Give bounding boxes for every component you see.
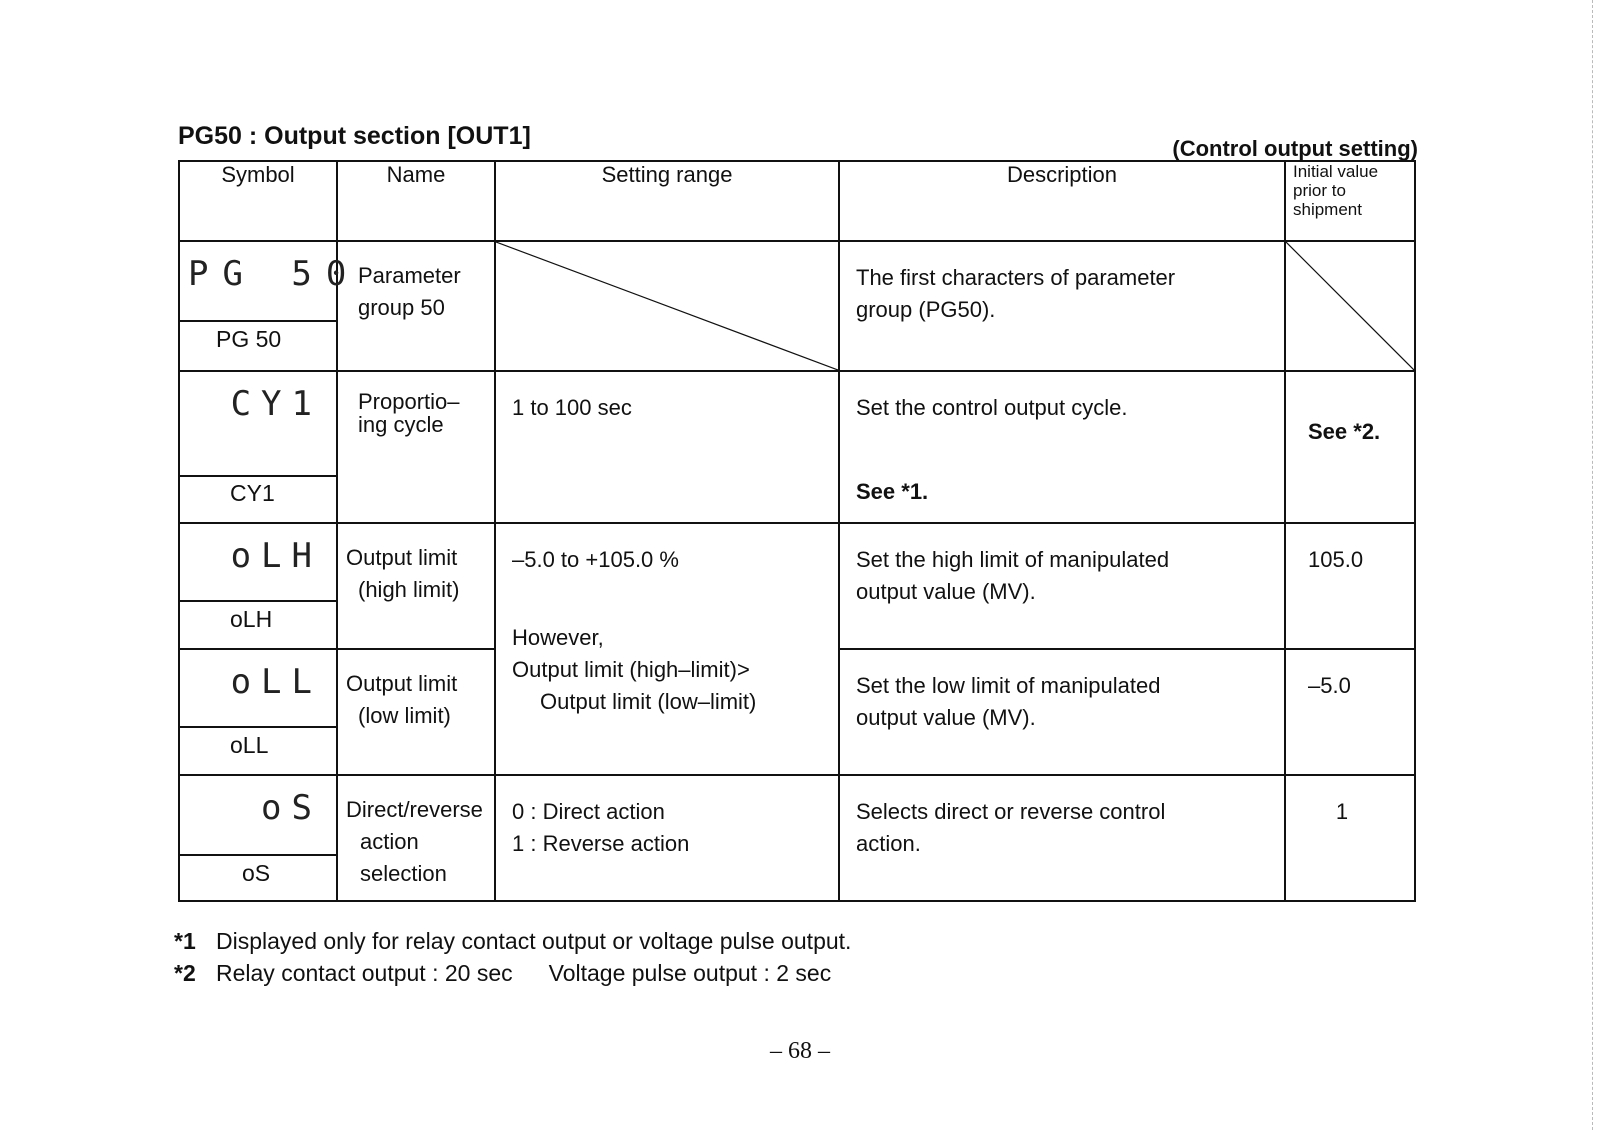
setting-range-cell	[495, 523, 839, 775]
footnote-text: Displayed only for relay contact output or voltage pulse output.	[216, 928, 852, 954]
description-note: See *1.	[856, 479, 929, 504]
name-line: Output limit	[346, 545, 458, 570]
initial-value: 1	[1335, 799, 1349, 824]
symbol-text: PG 50	[216, 326, 282, 352]
symbol-cell	[179, 649, 337, 775]
setting-range-empty-cell	[495, 241, 839, 371]
setting-range-cell	[495, 371, 839, 523]
table-row	[179, 241, 1415, 371]
name-line: (high limit)	[358, 577, 460, 602]
footnote-text: Voltage pulse output : 2 sec	[548, 960, 832, 986]
name-line: Parameter	[358, 263, 461, 288]
name-cell	[337, 649, 495, 775]
symbol-text: CY1	[230, 480, 275, 506]
description-cell	[839, 523, 1285, 649]
symbol-cell	[179, 371, 337, 523]
initial-value: See *2.	[1308, 419, 1381, 444]
setting-range-line: Output limit (low–limit)	[540, 689, 757, 714]
footnote-mark: *2	[174, 960, 196, 986]
initial-value-cell	[1285, 775, 1415, 901]
table-row	[179, 371, 1415, 523]
name-line: (low limit)	[358, 703, 451, 728]
section-title: PG50 : Output section [OUT1]	[178, 122, 531, 150]
name-line: action	[360, 829, 419, 854]
setting-range-line: –5.0 to +105.0 %	[512, 547, 679, 572]
description-line: Set the high limit of manipulated	[856, 547, 1170, 572]
segment-display: oLH	[230, 536, 322, 576]
description-line: action.	[856, 831, 921, 856]
col-header-setting-range: Setting range	[495, 161, 839, 241]
segment-display: CY1	[230, 384, 322, 424]
footnote	[174, 957, 851, 989]
col-header-description: Description	[839, 161, 1285, 241]
description-line: Set the control output cycle.	[856, 395, 1128, 420]
symbol-cell	[179, 523, 337, 649]
initial-value-cell	[1285, 649, 1415, 775]
symbol-cell	[179, 775, 337, 901]
initial-value-cell	[1285, 371, 1415, 523]
footnotes	[174, 925, 851, 989]
setting-range-line: However,	[512, 625, 604, 650]
col-header-initial-line-1: Initial value	[1293, 162, 1379, 181]
description-cell	[839, 371, 1285, 523]
col-header-symbol: Symbol	[179, 161, 337, 241]
symbol-text: oLL	[230, 732, 269, 758]
description-line: output value (MV).	[856, 705, 1036, 730]
description-line: Selects direct or reverse control	[856, 799, 1166, 824]
section-header	[178, 118, 1418, 160]
footnote	[174, 925, 851, 957]
table-row	[179, 775, 1415, 901]
setting-range-line: 1 to 100 sec	[512, 395, 632, 420]
segment-display: oS	[261, 788, 322, 828]
initial-value: 105.0	[1308, 547, 1364, 572]
setting-range-line: 1 : Reverse action	[512, 831, 690, 856]
segment-display: PG 50	[188, 254, 361, 294]
parameter-table	[178, 160, 1416, 902]
setting-range-line: 0 : Direct action	[512, 799, 665, 824]
table-row	[179, 523, 1415, 649]
col-header-initial-line-2: prior to	[1293, 181, 1346, 200]
initial-value-cell	[1285, 523, 1415, 649]
description-cell	[839, 775, 1285, 901]
description-line: The first characters of parameter	[856, 265, 1176, 290]
symbol-text: oS	[242, 860, 271, 886]
symbol-cell	[179, 241, 361, 371]
name-line: Proportio–	[358, 389, 460, 414]
name-line: Output limit	[346, 671, 458, 696]
name-line: Direct/reverse	[346, 797, 483, 822]
page-number: – 68 –	[770, 1038, 830, 1064]
description-line: output value (MV).	[856, 579, 1036, 604]
symbol-text: oLH	[230, 606, 273, 632]
table-header-row	[179, 161, 1415, 241]
description-cell	[839, 241, 1285, 371]
name-cell	[337, 371, 495, 523]
description-line: Set the low limit of manipulated	[856, 673, 1161, 698]
name-cell	[337, 775, 495, 901]
page-edge-line	[1592, 0, 1594, 1130]
initial-value-empty-cell	[1285, 241, 1415, 371]
setting-range-line: Output limit (high–limit)>	[512, 657, 750, 682]
col-header-initial-line-3: shipment	[1293, 200, 1362, 219]
description-line: group (PG50).	[856, 297, 996, 322]
footnote-mark: *1	[174, 928, 196, 954]
col-header-initial-value	[1285, 161, 1415, 241]
name-cell	[337, 241, 495, 371]
name-line: group 50	[358, 295, 445, 320]
segment-display: oLL	[230, 662, 322, 702]
initial-value: –5.0	[1308, 673, 1351, 698]
name-cell	[337, 523, 495, 649]
name-line: ing cycle	[358, 412, 444, 437]
setting-range-cell	[495, 775, 839, 901]
section-subtitle: (Control output setting)	[1172, 136, 1418, 161]
diagonal-strike	[1286, 242, 1414, 370]
col-header-name: Name	[337, 161, 495, 241]
description-cell	[839, 649, 1285, 775]
diagonal-strike	[496, 242, 838, 370]
footnote-text: Relay contact output : 20 sec	[216, 960, 513, 986]
name-line: selection	[360, 861, 447, 886]
